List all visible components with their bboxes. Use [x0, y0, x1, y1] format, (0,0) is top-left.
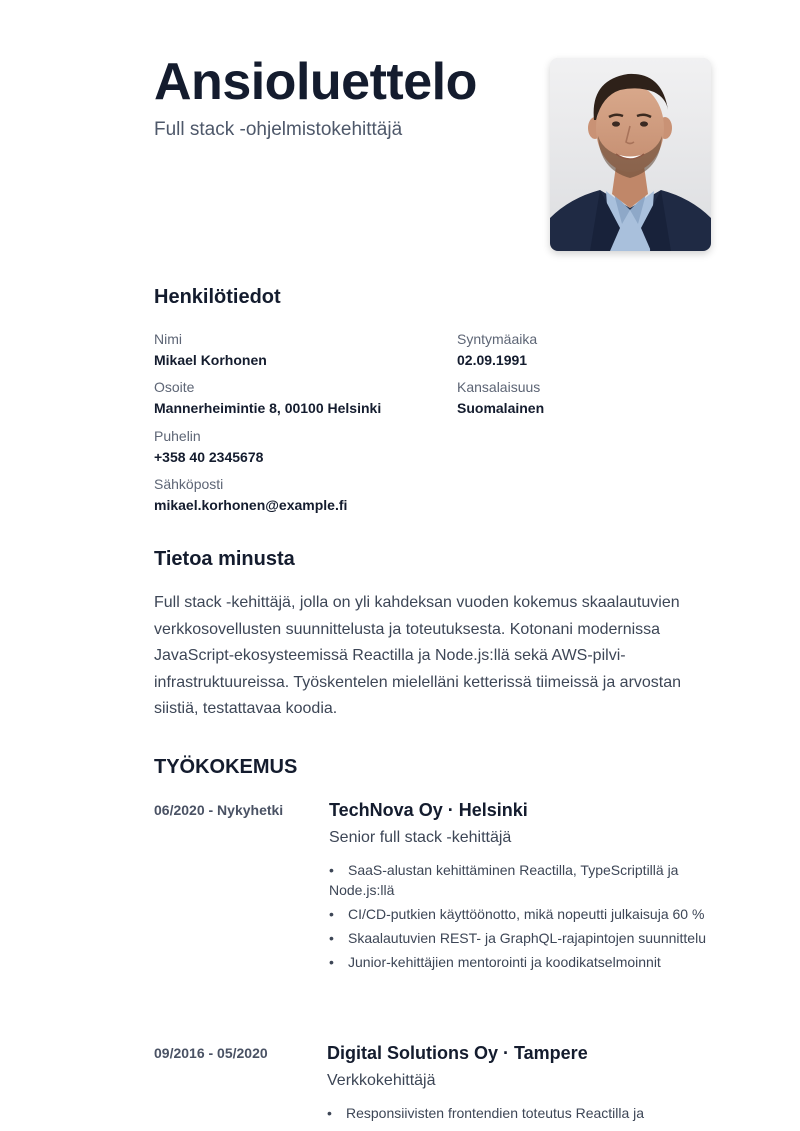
field-name	[154, 331, 267, 369]
field-label: Osoite	[154, 379, 195, 395]
job-details	[327, 1041, 709, 1127]
job-bullet: • CI/CD-putkien käyttöönotto, mikä nopeutti julkaisuja 60 %	[329, 904, 709, 924]
job-period: 06/2020 - Nykyhetki	[154, 802, 284, 818]
about-text: Full stack -kehittäjä, jolla on yli kahdeksan vuoden kokemus skaalautuvien verkkosovellusten suunnittelusta ja toteutuksesta. Kotonani modernissa JavaScript-ekosysteemissä Reactilla ja Node.js:llä sekä AWS-pilvi-infrastruktuureissa. Työskentelen mielelläni ketterissä tiimeissä ja arvostan siistiä, testattavaa koodia.	[154, 594, 682, 717]
job-bullet: • SaaS-alustan kehittäminen Reactilla, TypeScriptillä ja Node.js:llä	[329, 860, 709, 900]
field-address	[154, 379, 381, 417]
field-value: mikael.korhonen@example.fi	[154, 497, 348, 513]
personal-info-heading: Henkilötiedot	[154, 286, 281, 308]
field-label: Nimi	[154, 331, 182, 347]
about-heading: Tietoa minusta	[154, 548, 295, 570]
field-value: Suomalainen	[457, 400, 545, 416]
resume-page	[154, 0, 712, 1131]
field-label: Syntymäaika	[457, 331, 538, 347]
page-title: Ansioluettelo	[154, 53, 477, 111]
page-subtitle: Full stack -ohjelmistokehittäjä	[154, 119, 403, 140]
field-birthdate	[457, 331, 537, 369]
field-nationality	[457, 379, 544, 417]
job-bullet: • Responsiivisten frontendien toteutus Reactilla ja	[327, 1103, 709, 1123]
job-role: Senior full stack -kehittäjä	[329, 829, 512, 846]
experience-heading: TYÖKOKEMUS	[154, 756, 298, 778]
job-bullet: • Skaalautuvien REST- ja GraphQL-rajapintojen suunnittelu	[329, 928, 709, 948]
field-label: Puhelin	[154, 428, 201, 444]
field-value: 02.09.1991	[457, 352, 528, 368]
field-value: +358 40 2345678	[154, 449, 264, 465]
job-company: TechNova Oy · Helsinki	[329, 800, 528, 820]
job-details	[329, 798, 709, 976]
job-company: Digital Solutions Oy · Tampere	[327, 1043, 588, 1063]
job-bullet: • Junior-kehittäjien mentorointi ja koodikatselmoinnit	[329, 952, 709, 972]
field-label: Kansalaisuus	[457, 379, 541, 395]
job-role: Verkkokehittäjä	[327, 1072, 436, 1089]
field-value: Mannerheimintie 8, 00100 Helsinki	[154, 400, 382, 416]
job-period: 09/2016 - 05/2020	[154, 1045, 268, 1061]
job-bullets	[329, 860, 709, 972]
field-phone	[154, 428, 263, 466]
job-bullets	[327, 1103, 709, 1123]
field-email	[154, 476, 347, 514]
profile-photo	[550, 58, 711, 251]
field-label: Sähköposti	[154, 476, 224, 492]
field-value: Mikael Korhonen	[154, 352, 267, 368]
